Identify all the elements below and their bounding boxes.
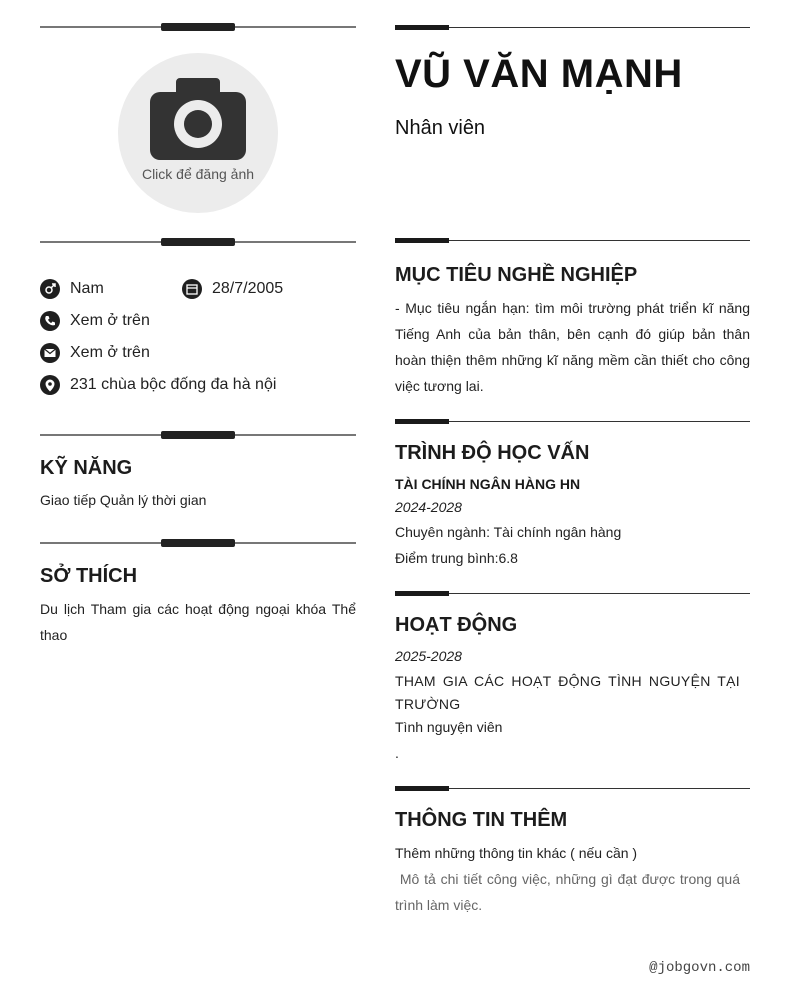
- candidate-name: VŨ VĂN MẠNH: [395, 52, 683, 96]
- education-title: TRÌNH ĐỘ HỌC VẤN: [395, 442, 590, 464]
- objective-text: - Mục tiêu ngắn hạn: tìm môi trường phát triển kĩ năng Tiếng Anh của bản thân, bên cạnh đó giúp bản thân hoàn thiện thêm những kĩ năng mềm cần thiết cho công việc tương lai.: [395, 300, 750, 394]
- phone-icon: [40, 311, 60, 331]
- divider: [395, 591, 750, 597]
- camera-icon: [150, 76, 246, 160]
- email-value: Xem ở trên: [70, 344, 150, 361]
- birthday-row: [182, 279, 283, 299]
- hobbies-text: Du lịch Tham gia các hoạt động ngoại khóa Thể thao: [40, 601, 356, 643]
- objective-title: MỤC TIÊU NGHỀ NGHIỆP: [395, 264, 638, 286]
- hobbies-title: SỞ THÍCH: [40, 565, 138, 587]
- calendar-icon: [182, 279, 202, 299]
- birthday-value: 28/7/2005: [212, 280, 284, 297]
- divider: [40, 23, 356, 31]
- gender-value: Nam: [70, 280, 104, 297]
- mail-icon: [40, 343, 60, 363]
- extra-text: Thêm những thông tin khác ( nếu cần ): [395, 845, 638, 861]
- location-icon: [40, 375, 60, 395]
- activities-title: HOẠT ĐỘNG: [395, 614, 518, 636]
- gender-icon: [40, 279, 60, 299]
- activities-note: .: [395, 745, 399, 761]
- divider: [40, 539, 356, 547]
- education-major: Chuyên ngành: Tài chính ngân hàng: [395, 524, 622, 540]
- extra-title: THÔNG TIN THÊM: [395, 809, 568, 831]
- email-row: [40, 343, 150, 363]
- activities-period: 2025-2028: [395, 648, 462, 664]
- divider: [40, 431, 356, 439]
- education-period: 2024-2028: [395, 499, 462, 515]
- divider: [40, 238, 356, 246]
- extra-placeholder: Mô tả chi tiết công việc, những gì đạt được trong quá trình làm việc.: [395, 871, 744, 913]
- address-row: [40, 375, 276, 395]
- phone-value: Xem ở trên: [70, 312, 150, 329]
- footer-watermark: @jobgovn.com: [649, 960, 750, 976]
- education-gpa: Điểm trung bình:6.8: [395, 550, 518, 566]
- photo-caption: Click để đăng ảnh: [141, 166, 255, 182]
- activities-name: THAM GIA CÁC HOẠT ĐỘNG TÌNH NGUYỆN TẠI TRƯỜNG: [395, 673, 740, 712]
- divider: [395, 786, 750, 792]
- divider: [395, 238, 750, 244]
- divider: [395, 25, 750, 31]
- education-school: TÀI CHÍNH NGÂN HÀNG HN: [395, 476, 581, 492]
- avatar-upload[interactable]: [118, 53, 278, 213]
- gender-row: [40, 279, 104, 299]
- skills-text: Giao tiếp Quản lý thời gian: [40, 492, 207, 508]
- activities-role: Tình nguyện viên: [395, 719, 503, 735]
- divider: [395, 419, 750, 425]
- skills-title: KỸ NĂNG: [40, 457, 133, 479]
- candidate-position: Nhân viên: [395, 117, 486, 139]
- address-value: 231 chùa bộc đống đa hà nội: [70, 376, 277, 393]
- phone-row: [40, 311, 150, 331]
